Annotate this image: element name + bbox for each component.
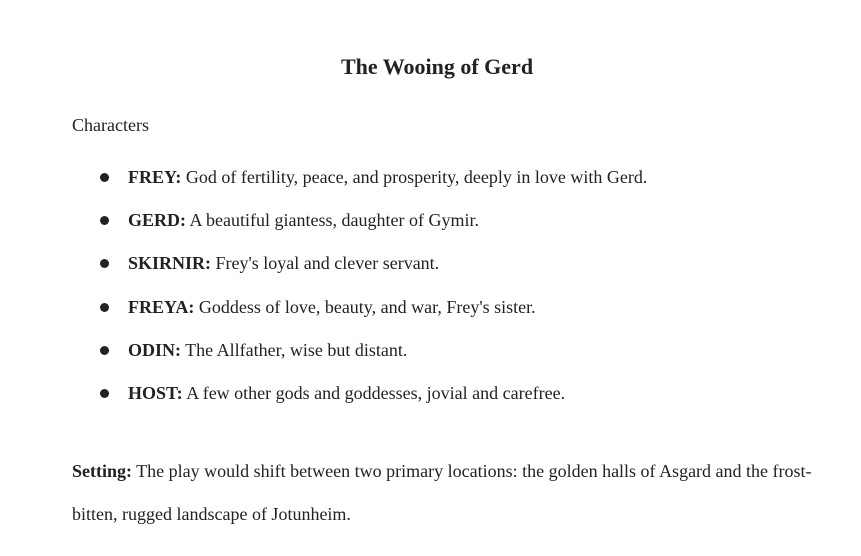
character-name: ODIN: <box>128 340 181 360</box>
character-name: FREYA: <box>128 297 195 317</box>
character-description: God of fertility, peace, and prosperity, deeply in love with Gerd. <box>181 167 648 187</box>
character-description: The Allfather, wise but distant. <box>181 340 408 360</box>
setting-label: Setting: <box>72 461 132 481</box>
document-title: The Wooing of Gerd <box>340 54 534 79</box>
character-name: FREY: <box>128 167 182 187</box>
character-entry <box>128 251 439 275</box>
character-entry <box>128 165 647 189</box>
setting-text: The play would shift between two primary locations: the golden halls of Asgard and the frost-bitten, rugged landscape of Jotunheim. <box>72 461 812 524</box>
character-name: GERD: <box>128 210 186 230</box>
character-description: Goddess of love, beauty, and war, Frey's sister. <box>194 297 536 317</box>
character-name: SKIRNIR: <box>128 253 212 273</box>
character-description: A beautiful giantess, daughter of Gymir. <box>186 210 479 230</box>
character-description: Frey's loyal and clever servant. <box>211 253 440 273</box>
character-entry <box>128 208 479 232</box>
character-entry <box>128 338 407 362</box>
character-name: HOST: <box>128 383 183 403</box>
character-entry <box>128 295 536 319</box>
setting-paragraph <box>72 450 812 536</box>
character-entry <box>128 381 565 405</box>
characters-heading: Characters <box>72 115 149 135</box>
character-description: A few other gods and goddesses, jovial and carefree. <box>182 383 566 403</box>
